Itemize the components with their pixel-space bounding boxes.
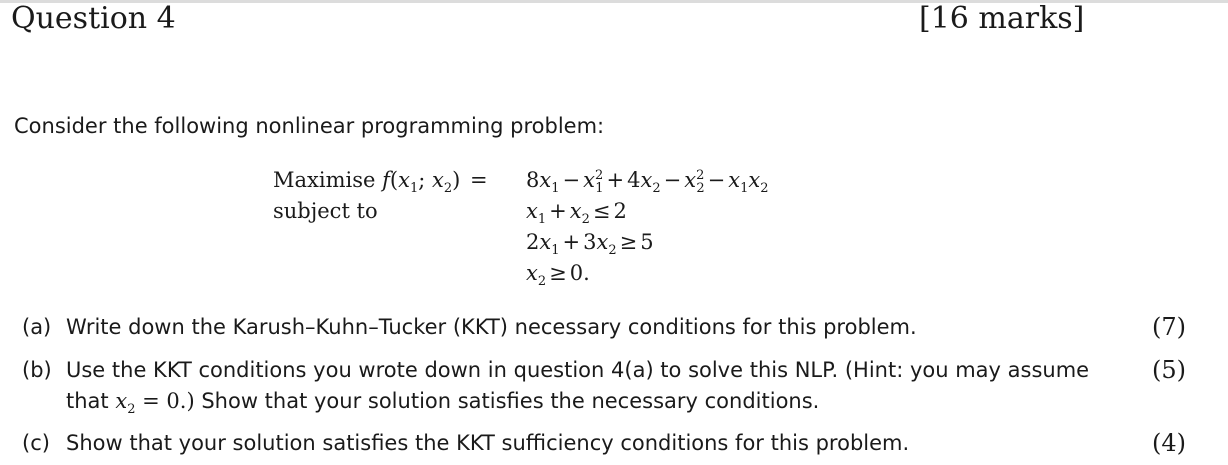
- part-c: [22, 428, 1107, 459]
- constraint-3: $x_2 \ge 0$.: [526, 261, 590, 290]
- constraint-2-rhs: 5: [640, 230, 654, 254]
- question-title: Question 4: [11, 1, 176, 36]
- part-a-marks: (7): [1152, 313, 1186, 341]
- objective-label: Maximise $f(x_1$; $x_2$) =: [273, 168, 488, 197]
- part-a-label: (a): [22, 315, 52, 339]
- part-b: [22, 355, 1107, 417]
- part-b-label: (b): [22, 358, 52, 382]
- constraint-2: $2x_1 + 3x_2 \ge 5$: [526, 230, 654, 259]
- subject-to-label: subject to: [273, 199, 378, 223]
- part-b-cont-before: that: [66, 389, 109, 413]
- part-c-label: (c): [22, 431, 50, 455]
- constraint-3-rhs: 0.: [569, 261, 590, 285]
- objective-word: Maximise: [273, 168, 376, 192]
- intro-text: Consider the following nonlinear programming problem:: [14, 114, 605, 138]
- part-b-cont-after: Show that your solution satisfies the necessary conditions.: [201, 389, 820, 413]
- part-b-marks: (5): [1152, 356, 1186, 384]
- part-a-text: Write down the Karush–Kuhn–Tucker (KKT) necessary conditions for this problem.: [66, 315, 917, 339]
- question-marks: [16 marks]: [919, 1, 1085, 36]
- constraint-1-rhs: 2: [613, 199, 627, 223]
- part-b-line2: [22, 386, 1107, 417]
- part-b-text: Use the KKT conditions you wrote down in question 4(a) to solve this NLP. (Hint: you may assume: [66, 358, 1090, 382]
- part-b-line1: [22, 355, 1107, 386]
- constraint-1: $x_1 + x_2 \le 2$: [526, 199, 627, 228]
- part-c-text: Show that your solution satisfies the KKT sufficiency conditions for this problem.: [66, 431, 910, 455]
- part-b-hint-math: $x_2 = 0$.): [115, 389, 195, 418]
- part-a: [22, 312, 1107, 343]
- objective-expression: $8x_1 - x^2_1 + 4x_2 - x^2_2 - x_1x_2$: [526, 168, 769, 197]
- part-c-marks: (4): [1152, 429, 1186, 457]
